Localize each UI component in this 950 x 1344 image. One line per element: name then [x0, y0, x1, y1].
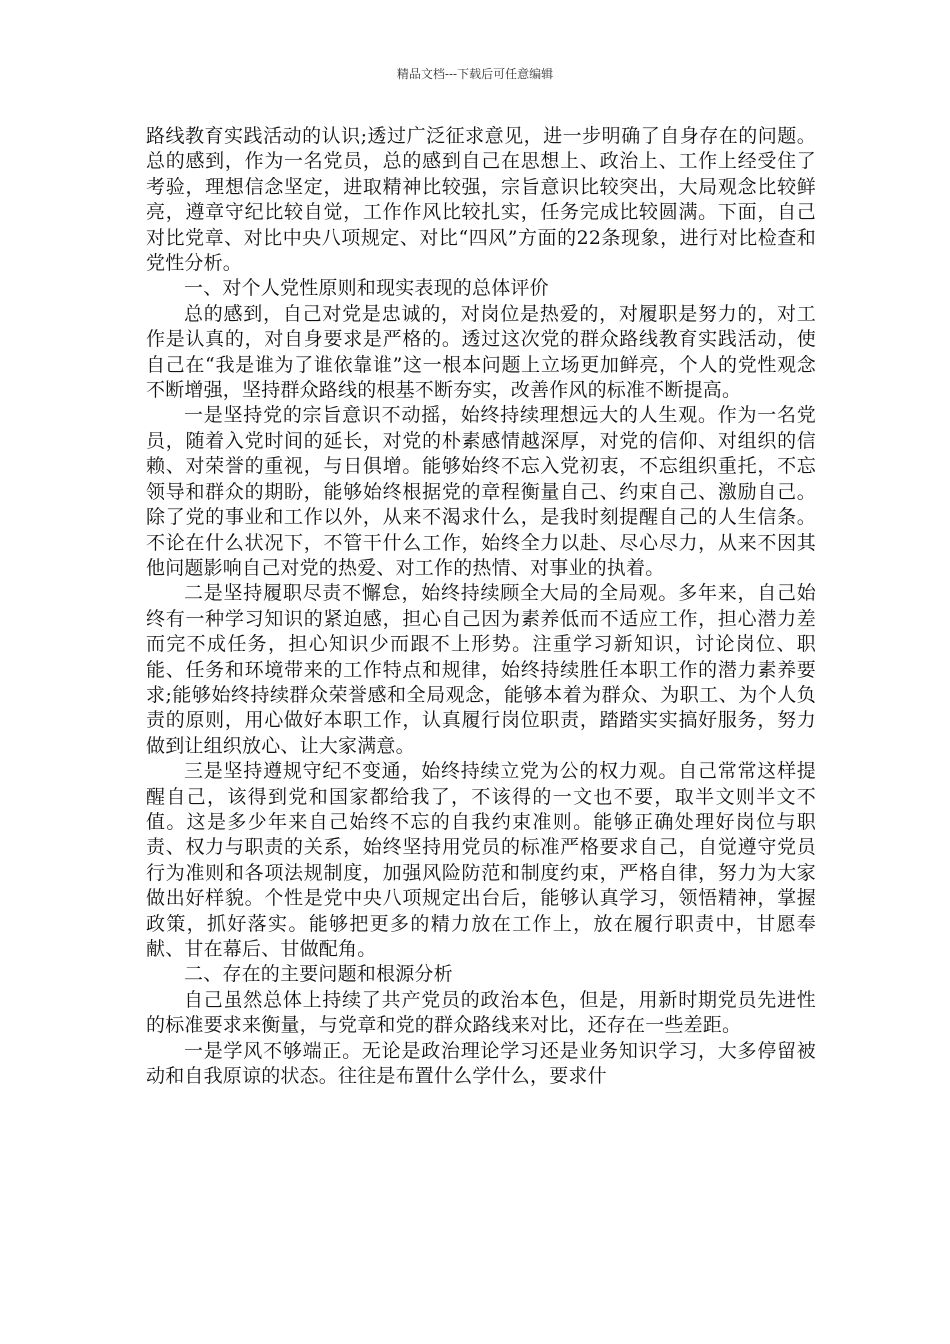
paragraph: 总的感到，自己对党是忠诚的，对岗位是热爱的，对履职是努力的，对工作是认真的，对自身要求是严格的。透过这次党的群众路线教育实践活动，使自己在“我是谁为了谁依靠谁”这一根本问题上立场更加鲜亮，个人的党性观念不断增强，坚持群众路线的根基不断夯实，改善作风的标准不断提高。 — [146, 302, 816, 402]
paragraph: 自己虽然总体上持续了共产党员的政治本色，但是，用新时期党员先进性的标准要求来衡量，与党章和党的群众路线来对比，还存在一些差距。 — [146, 988, 816, 1037]
paragraph: 三是坚持遵规守纪不变通，始终持续立党为公的权力观。自己常常这样提醒自己，该得到党和国家都给我了，不该得的一文也不要，取半文则半文不值。这是多少年来自己始终不忘的自我约束准则。能够正确处理好岗位与职责、权力与职责的关系，始终坚持用党员的标准严格要求自己，自觉遵守党员行为准则和各项法规制度，加强风险防范和制度约束，严格自律，努力为大家做出好样貌。个性是党中央八项规定出台后，能够认真学习，领悟精神，掌握政策，抓好落实。能够把更多的精力放在工作上，放在履行职责中，甘愿奉献、甘在幕后、甘做配角。 — [146, 760, 816, 960]
paragraph: 路线教育实践活动的认识;透过广泛征求意见，进一步明确了自身存在的问题。总的感到，作为一名党员，总的感到自己在思想上、政治上、工作上经受住了考验，理想信念坚定，进取精神比较强，宗旨意识比较突出，大局观念比较鲜亮，遵章守纪比较自觉，工作作风比较扎实，任务完成比较圆满。下面，自己对比党章、对比中央八项规定、对比“四风”方面的22条现象，进行对比检查和党性分析。 — [146, 125, 816, 275]
paragraph: 一是学风不够端正。无论是政治理论学习还是业务知识学习，大多停留被动和自我原谅的状态。往往是布置什么学什么，要求什 — [146, 1039, 816, 1088]
paragraph: 二是坚持履职尽责不懈怠，始终持续顾全大局的全局观。多年来，自己始终有一种学习知识的紧迫感，担心自己因为素养低而不适应工作，担心潜力差而完不成任务，担心知识少而跟不上形势。注重学习新知识，讨论岗位、职能、任务和环境带来的工作特点和规律，始终持续胜任本职工作的潜力素养要求;能够始终持续群众荣誉感和全局观念，能够本着为群众、为职工、为个人负责的原则，用心做好本职工作，认真履行岗位职责，踏踏实实搞好服务，努力做到让组织放心、让大家满意。 — [146, 582, 816, 757]
section-heading-1: 一、对个人党性原则和现实表现的总体评价 — [184, 277, 549, 300]
section-heading-2: 二、存在的主要问题和根源分析 — [184, 963, 453, 986]
document-body — [146, 124, 816, 1089]
page-header: 精品文档---下载后可任意编辑 — [396, 67, 554, 81]
paragraph: 一是坚持党的宗旨意识不动摇，始终持续理想远大的人生观。作为一名党员，随着入党时间的延长，对党的朴素感情越深厚，对党的信仰、对组织的信赖、对荣誉的重视，与日俱增。能够始终不忘入党初衷，不忘组织重托，不忘领导和群众的期盼，能够始终根据党的章程衡量自己、约束自己、激励自己。除了党的事业和工作以外，从来不渴求什么，是我时刻提醒自己的人生信条。不论在什么状况下，不管干什么工作，始终全力以赴、尽心尽力，从来不因其他问题影响自己对党的热爱、对工作的热情、对事业的执着。 — [146, 404, 816, 579]
